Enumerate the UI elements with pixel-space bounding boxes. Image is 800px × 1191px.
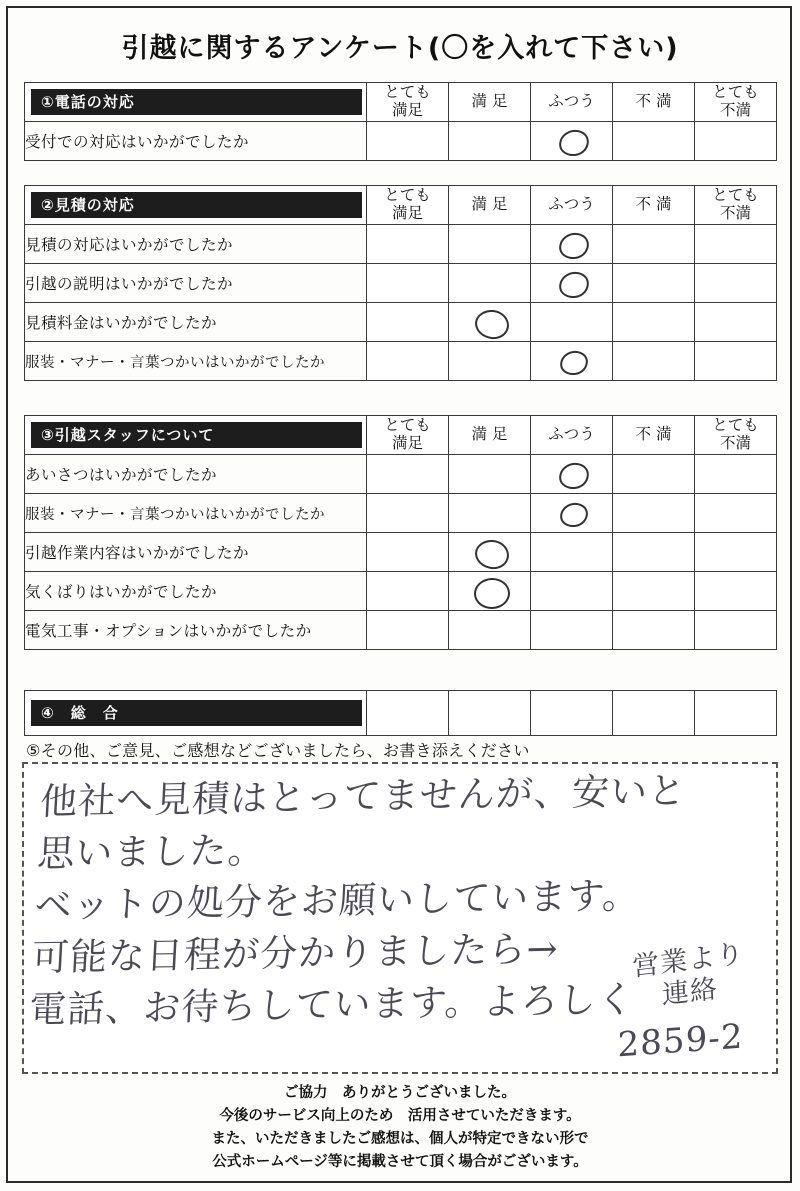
answer-cell-dissatisfied[interactable] (613, 494, 695, 533)
answer-cell-very-dissatisfied[interactable] (695, 572, 777, 611)
table-row (25, 342, 777, 381)
column-very-satisfied: とても 満足 (367, 416, 449, 455)
column-dissatisfied: 不 満 (613, 83, 695, 122)
column-very-satisfied: とても 満足 (367, 186, 449, 225)
table-row (25, 225, 777, 264)
column-satisfied: 満 足 (449, 186, 531, 225)
handwritten-side-note (631, 938, 746, 1015)
answer-cell-dissatisfied[interactable] (613, 533, 695, 572)
circle-mark-icon (557, 270, 590, 299)
answer-cell-very-satisfied[interactable] (367, 122, 449, 161)
circle-mark-icon (558, 349, 589, 376)
circle-mark-icon (558, 501, 589, 528)
question-label: 受付での対応はいかがでしたか (25, 122, 367, 161)
answer-cell-normal[interactable] (531, 494, 613, 533)
page-title: 引越に関するアンケート(〇を入れて下さい) (121, 33, 679, 64)
answer-cell-satisfied[interactable] (449, 264, 531, 303)
answer-cell-very-satisfied[interactable] (367, 342, 449, 381)
section-heading-2: ②見積の対応 (25, 186, 367, 225)
circle-mark-icon (557, 461, 590, 490)
circle-mark-icon (557, 231, 590, 260)
answer-cell-very-satisfied[interactable] (367, 611, 449, 650)
column-dissatisfied: 不 満 (613, 416, 695, 455)
answer-cell-very-dissatisfied[interactable] (695, 225, 777, 264)
table-row (25, 611, 777, 650)
section-heading-1: ①電話の対応 (25, 83, 367, 122)
table-row (25, 691, 777, 736)
handwritten-line: 可能な日程が分かりましたら→ (30, 927, 560, 980)
answer-cell-very-dissatisfied[interactable] (695, 264, 777, 303)
answer-cell-normal[interactable] (531, 122, 613, 161)
question-label: 電気工事・オプションはいかがでしたか (25, 611, 367, 650)
answer-cell-very-satisfied[interactable] (367, 264, 449, 303)
question-label: 引越の説明はいかがでしたか (25, 264, 367, 303)
handwritten-line: 思いました。 (36, 828, 267, 876)
circle-mark-icon (473, 539, 509, 571)
answer-cell-satisfied[interactable] (449, 572, 531, 611)
answer-cell-dissatisfied[interactable] (613, 264, 695, 303)
free-comment-prompt: ⑤その他、ご意見、ご感想などございましたら、お書き添えください (26, 741, 530, 760)
handwritten-line: ベットの処分をお願いしています。 (33, 873, 642, 928)
circle-mark-icon (473, 309, 509, 341)
table-row (25, 572, 777, 611)
answer-cell-satisfied[interactable] (449, 122, 531, 161)
answer-cell-normal[interactable] (531, 572, 613, 611)
column-normal: ふつう (531, 186, 613, 225)
answer-cell-satisfied[interactable] (449, 342, 531, 381)
answer-cell-normal[interactable] (531, 303, 613, 342)
answer-cell-very-satisfied[interactable] (367, 225, 449, 264)
answer-cell-normal[interactable] (531, 342, 613, 381)
answer-cell-normal[interactable] (531, 225, 613, 264)
answer-cell-satisfied[interactable] (449, 455, 531, 494)
table-row (25, 264, 777, 303)
handwritten-comment (26, 764, 773, 1077)
section-table-4-total (24, 690, 777, 736)
answer-cell-normal[interactable] (531, 533, 613, 572)
handwritten-side-note-line1: 営業より (631, 938, 746, 983)
column-normal: ふつう (531, 416, 613, 455)
answer-cell-dissatisfied[interactable] (613, 572, 695, 611)
answer-cell-satisfied[interactable] (449, 533, 531, 572)
table-header-row (25, 83, 777, 122)
footer-line-1: ご協力 ありがとうございました。 (284, 1085, 516, 1101)
answer-cell-normal[interactable] (531, 455, 613, 494)
question-label: 服装・マナー・言葉つかいはいかがでしたか (25, 342, 367, 381)
answer-cell-very-satisfied[interactable] (367, 303, 449, 342)
answer-cell-very-satisfied[interactable] (367, 572, 449, 611)
question-label: あいさつはいかがでしたか (25, 455, 367, 494)
answer-cell-dissatisfied[interactable] (613, 225, 695, 264)
answer-cell-very-dissatisfied[interactable] (695, 122, 777, 161)
answer-cell-very-dissatisfied[interactable] (695, 533, 777, 572)
answer-cell-normal[interactable] (531, 264, 613, 303)
answer-cell-dissatisfied[interactable] (613, 342, 695, 381)
table-row (25, 303, 777, 342)
answer-cell-dissatisfied[interactable] (613, 691, 695, 736)
handwritten-side-note-line2: 連絡 (661, 973, 719, 1012)
column-very-dissatisfied: とても 不満 (695, 186, 777, 225)
answer-cell-satisfied[interactable] (449, 611, 531, 650)
answer-cell-satisfied[interactable] (449, 691, 531, 736)
question-label: 見積の対応はいかがでしたか (25, 225, 367, 264)
section-heading-4: ④ 総 合 (25, 691, 367, 736)
footer-line-2: 今後のサービス向上のため 活用させていただきます。 (219, 1108, 581, 1124)
answer-cell-very-dissatisfied[interactable] (695, 303, 777, 342)
answer-cell-very-dissatisfied[interactable] (695, 691, 777, 736)
table-header-row (25, 416, 777, 455)
handwritten-number: 2859-2 (617, 1016, 744, 1066)
answer-cell-dissatisfied[interactable] (613, 455, 695, 494)
table-row (25, 494, 777, 533)
answer-cell-very-dissatisfied[interactable] (695, 455, 777, 494)
circle-mark-icon (473, 577, 511, 610)
answer-cell-satisfied[interactable] (449, 494, 531, 533)
answer-cell-normal[interactable] (531, 691, 613, 736)
answer-cell-very-satisfied[interactable] (367, 455, 449, 494)
answer-cell-dissatisfied[interactable] (613, 611, 695, 650)
handwritten-line: 電話、お待ちしています。よろしく (28, 977, 637, 1032)
section-table-1 (24, 82, 777, 161)
section-table-2 (24, 185, 777, 381)
table-row (25, 122, 777, 161)
column-very-satisfied: とても 満足 (367, 83, 449, 122)
table-row (25, 455, 777, 494)
column-satisfied: 満 足 (449, 83, 531, 122)
answer-cell-dissatisfied[interactable] (613, 122, 695, 161)
footer-note (0, 1082, 800, 1174)
column-very-dissatisfied: とても 不満 (695, 83, 777, 122)
handwritten-line: 他社へ見積はとってませんが、安いと (39, 769, 688, 824)
column-satisfied: 満 足 (449, 416, 531, 455)
answer-cell-normal[interactable] (531, 611, 613, 650)
table-header-row (25, 186, 777, 225)
section-table-3 (24, 415, 777, 650)
answer-cell-very-satisfied[interactable] (367, 494, 449, 533)
column-very-dissatisfied: とても 不満 (695, 416, 777, 455)
answer-cell-very-dissatisfied[interactable] (695, 494, 777, 533)
answer-cell-very-satisfied[interactable] (367, 691, 449, 736)
question-label: 気くばりはいかがでしたか (25, 572, 367, 611)
answer-cell-very-satisfied[interactable] (367, 533, 449, 572)
question-label: 引越作業内容はいかがでしたか (25, 533, 367, 572)
answer-cell-very-dissatisfied[interactable] (695, 342, 777, 381)
column-dissatisfied: 不 満 (613, 186, 695, 225)
question-label: 見積料金はいかがでしたか (25, 303, 367, 342)
question-label: 服装・マナー・言葉つかいはいかがでしたか (25, 494, 367, 533)
answer-cell-very-dissatisfied[interactable] (695, 611, 777, 650)
table-row (25, 533, 777, 572)
section-heading-3: ③引越スタッフについて (25, 416, 367, 455)
footer-line-4: 公式ホームページ等に掲載させて頂く場合がございます。 (212, 1154, 588, 1170)
column-normal: ふつう (531, 83, 613, 122)
footer-line-3: また、いただきましたご感想は、個人が特定できない形で (211, 1131, 589, 1147)
answer-cell-satisfied[interactable] (449, 225, 531, 264)
circle-mark-icon (557, 128, 590, 157)
answer-cell-dissatisfied[interactable] (613, 303, 695, 342)
answer-cell-satisfied[interactable] (449, 303, 531, 342)
